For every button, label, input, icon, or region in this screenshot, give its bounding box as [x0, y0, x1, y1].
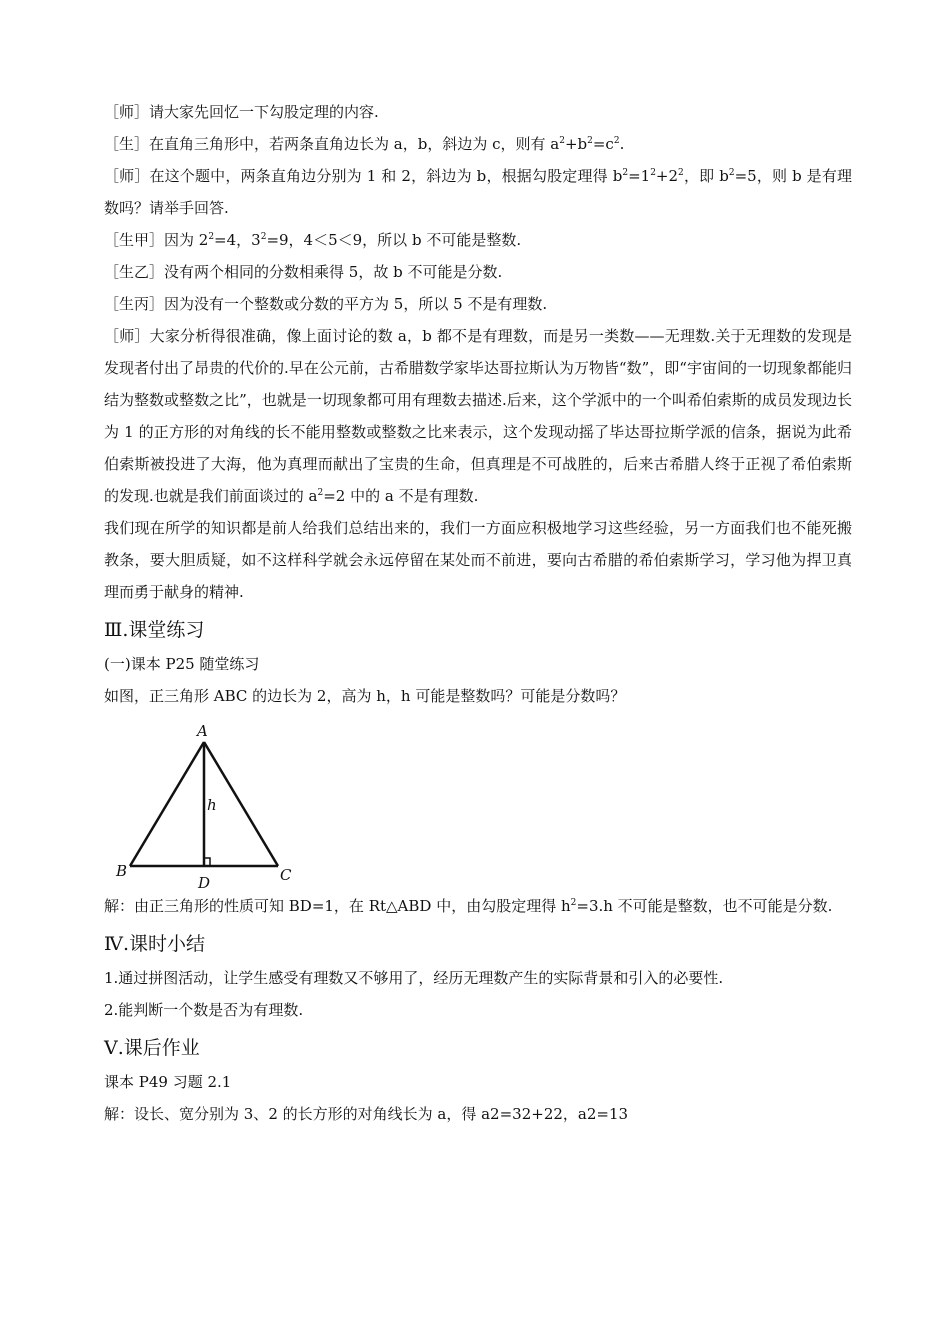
exercise-solution: 解：由正三角形的性质可知 BD=1，在 Rt△ABD 中，由勾股定理得 $h^2=3.h$ 不可能是整数，也不可能是分数. [104, 897, 833, 915]
closing-paragraph: 我们现在所学的知识都是前人给我们总结出来的，我们一方面应积极地学习这些经验，另一方面我们也不能死搬教条，要大胆质疑，如不这样科学就会永远停留在某处而不前进，要向古希腊的希伯索斯学习，学习他为捍卫真理而勇于献身的精神. [104, 519, 852, 601]
exercise-question: 如图，正三角形 ABC 的边长为 2，高为 h，h 可能是整数吗？可能是分数吗？ [104, 687, 626, 705]
label-a: A [197, 722, 208, 740]
dialogue-student-yi: ［生乙］没有两个相同的分数相乘得 5，故 b 不可能是分数. [104, 263, 503, 281]
equilateral-triangle-figure [110, 718, 310, 890]
section-3-heading: Ⅲ.课堂练习 [104, 619, 205, 641]
dialogue-teacher-2: ［师］在这个题中，两条直角边分别为 1 和 2，斜边为 b，根据勾股定理得 $b^2=1^2+2^2$，即 $b^2=5$，则 b 是有理数吗？请举手回答. [104, 167, 852, 217]
label-h: h [207, 796, 217, 814]
label-b: B [116, 862, 128, 880]
summary-item-1: 1.通过拼图活动，让学生感受有理数又不够用了，经历无理数产生的实际背景和引入的必要性. [104, 969, 724, 987]
dialogue-student-jia: ［生甲］因为 $2^2=4$，$3^2=9$，4＜5＜9，所以 b 不可能是整数. [104, 231, 522, 249]
section-3-subheading: (一)课本 P25 随堂练习 [104, 655, 260, 673]
section-5-heading: Ⅴ.课后作业 [104, 1037, 200, 1059]
dialogue-teacher-3: ［师］大家分析得很准确，像上面讨论的数 a，b 都不是有理数，而是另一类数——无理数.关于无理数的发现是发现者付出了昂贵的代价的.早在公元前，古希腊数学家毕达哥拉斯认为万物皆“数”，即“宇宙间的一切现象都能归结为整数或整数之比”，也就是一切现象都可用有理数去描述.后来，这个学派中的一个叫希伯索斯的成员发现边长为 1 的正方形的对角线的长不能用整数或整数之比来表示，这个发现动摇了毕达哥拉斯学派的信条，据说为此希伯索斯被投进了大海，他为真理而献出了宝贵的生命，但真理是不可战胜的，后来古希腊人终于正视了希伯索斯的发现.也就是我们前面谈过的 $a^2=2$ 中的 a 不是有理数. [104, 327, 852, 505]
summary-item-2: 2.能判断一个数是否为有理数. [104, 1001, 304, 1019]
label-d: D [198, 874, 211, 890]
document-page [104, 96, 852, 1130]
dialogue-student-1: ［生］在直角三角形中，若两条直角边长为 a，b，斜边为 c，则有 $a^2+b^2=c^2$. [104, 135, 625, 153]
label-c: C [280, 866, 292, 884]
homework-solution: 解：设长、宽分别为 3、2 的长方形的对角线长为 a，得 a2=32+22，a2=13 [104, 1105, 629, 1123]
dialogue-teacher-1: ［师］请大家先回忆一下勾股定理的内容. [104, 103, 379, 121]
side-ab [130, 742, 204, 866]
homework-reference: 课本 P49 习题 2.1 [104, 1073, 232, 1091]
dialogue-student-bing: ［生丙］因为没有一个整数或分数的平方为 5，所以 5 不是有理数. [104, 295, 548, 313]
section-4-heading: Ⅳ.课时小结 [104, 933, 206, 955]
